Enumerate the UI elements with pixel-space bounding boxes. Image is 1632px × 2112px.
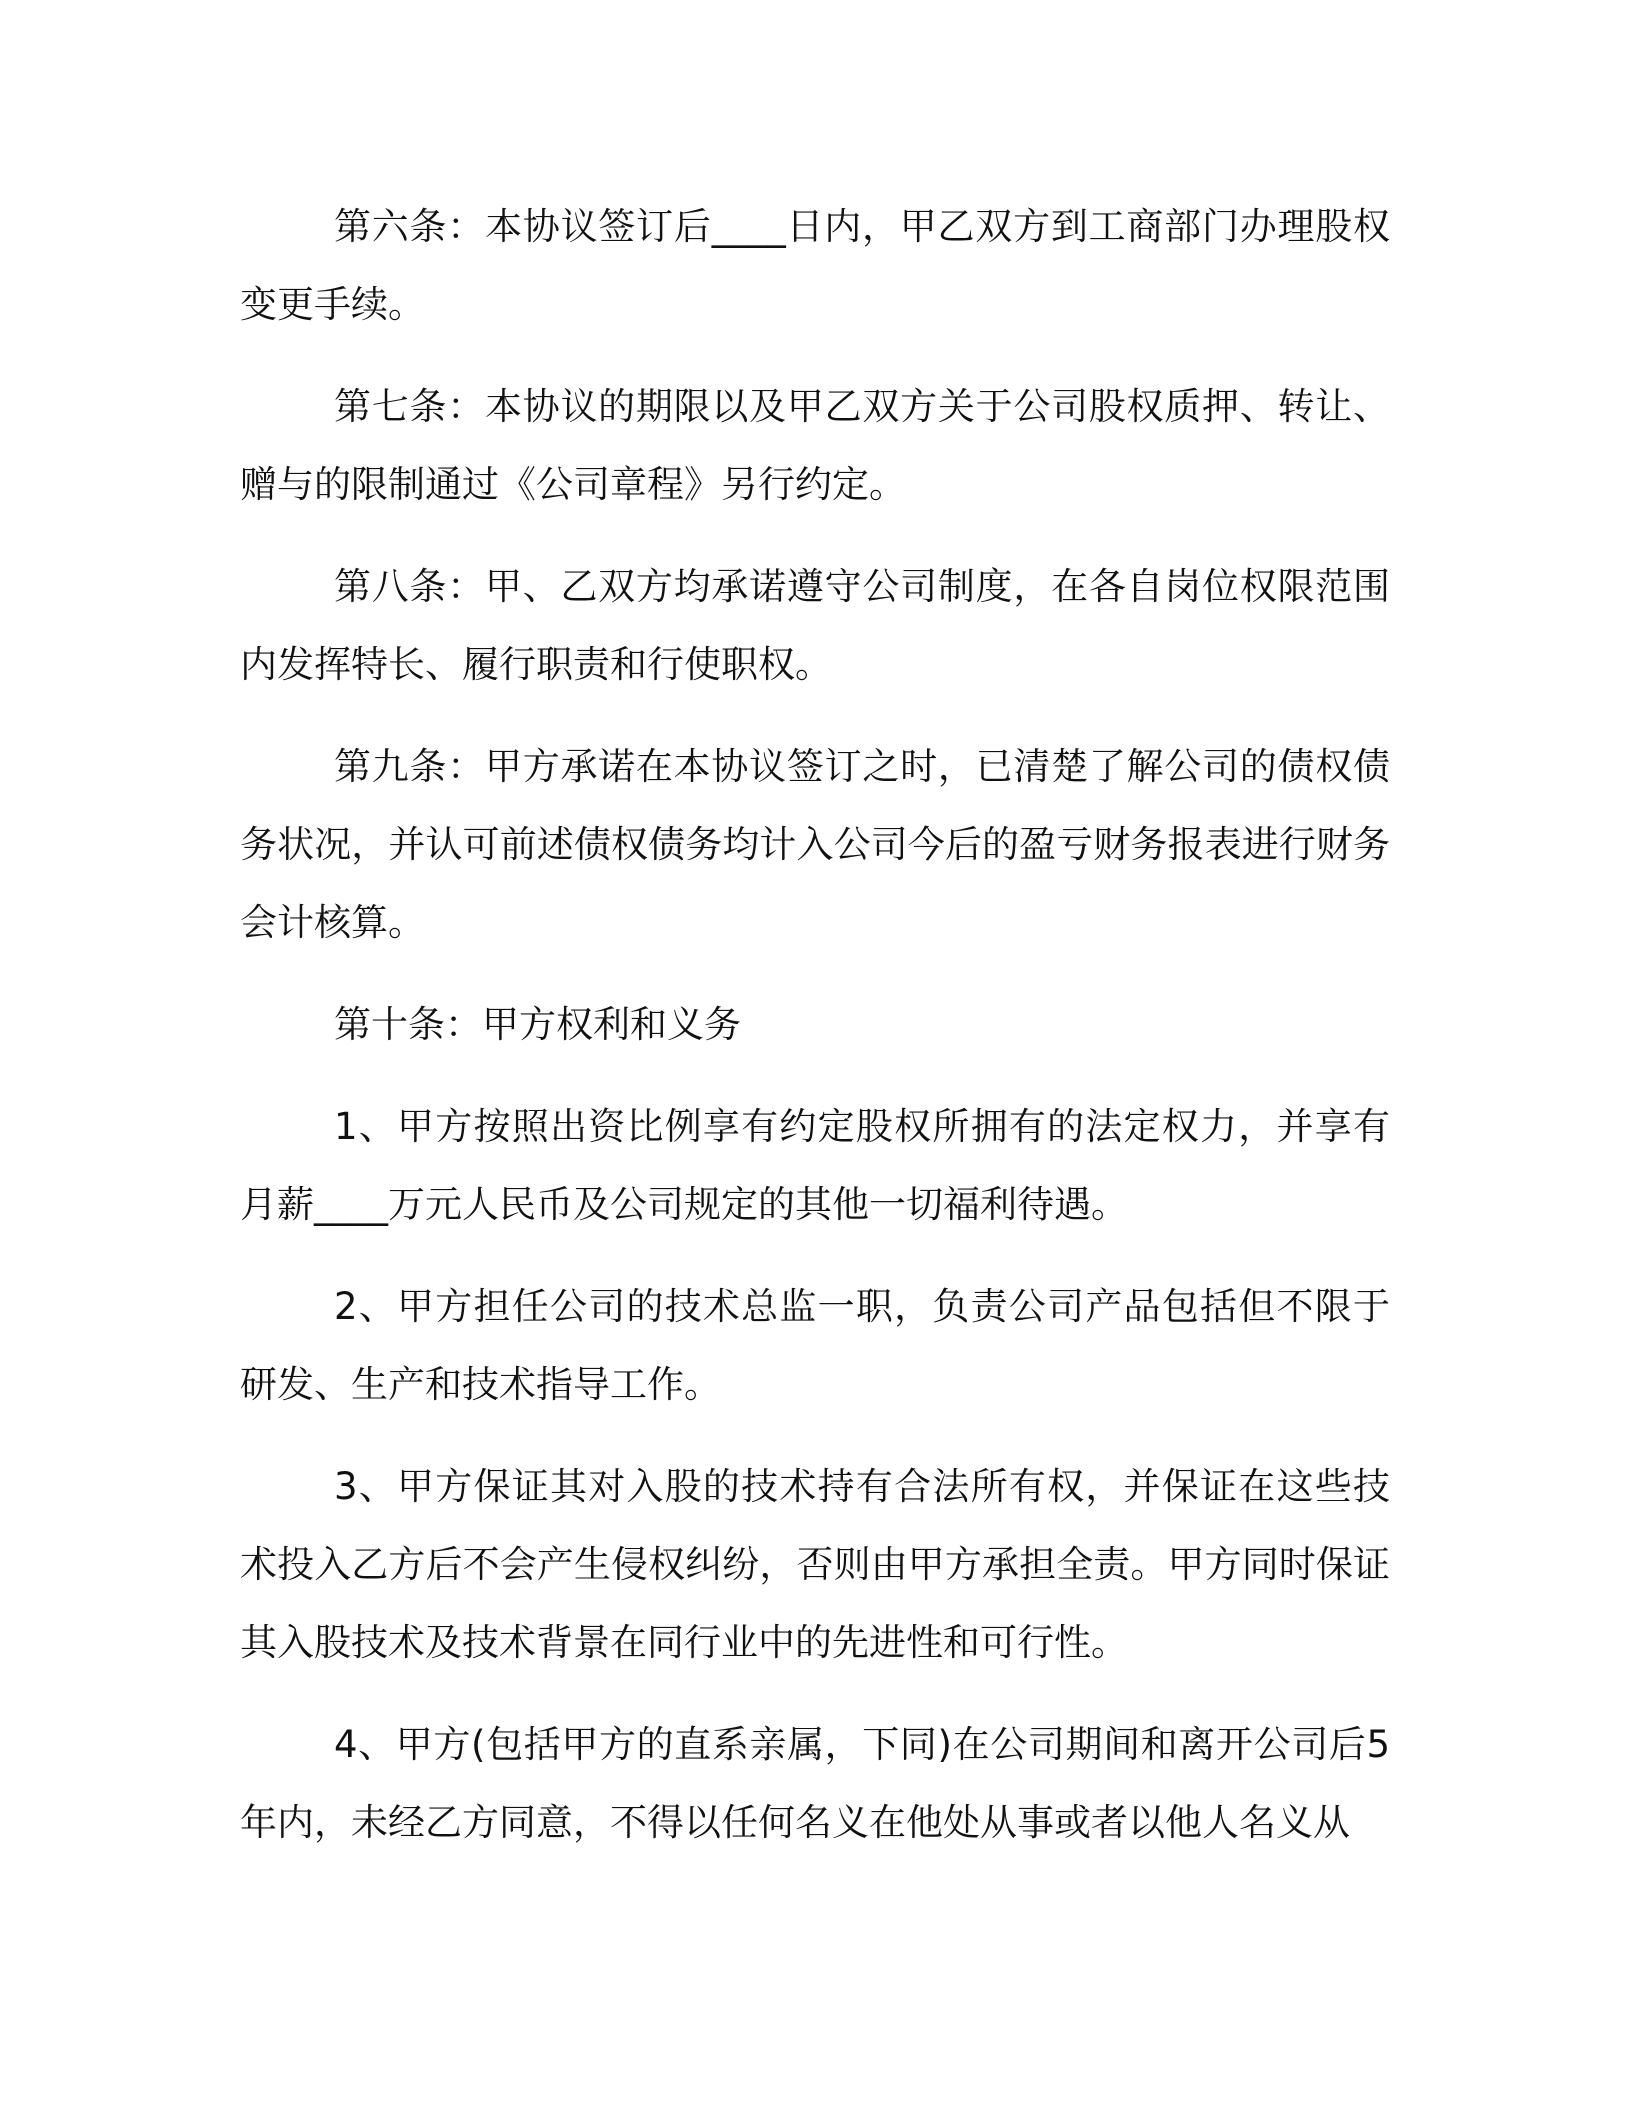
article-9-paragraph: 第九条：甲方承诺在本协议签订之时，已清楚了解公司的债权债务状况，并认可前述债权债务均计入公司今后的盈亏财务报表进行财务会计核算。 (240, 745, 1390, 944)
document-body (240, 188, 1390, 1886)
clause-4-paragraph: 4、甲方(包括甲方的直系亲属，下同)在公司期间和离开公司后5年内，未经乙方同意，不得以任何名义在他处从事或者以他人名义从 (240, 1723, 1390, 1844)
clause-2-paragraph: 2、甲方担任公司的技术总监一职，负责公司产品包括但不限于研发、生产和技术指导工作。 (240, 1285, 1390, 1406)
article-10-heading: 第十条：甲方权利和义务 (334, 1003, 741, 1046)
article-7-paragraph: 第七条：本协议的期限以及甲乙双方关于公司股权质押、转让、赠与的限制通过《公司章程》另行约定。 (240, 385, 1390, 506)
clause-3-paragraph: 3、甲方保证其对入股的技术持有合法所有权，并保证在这些技术投入乙方后不会产生侵权纠纷，否则由甲方承担全责。甲方同时保证其入股技术及技术背景在同行业中的先进性和可行性。 (240, 1465, 1390, 1664)
article-6-paragraph: 第六条：本协议签订后____日内，甲乙双方到工商部门办理股权变更手续。 (240, 205, 1390, 326)
clause-1-paragraph: 1、甲方按照出资比例享有约定股权所拥有的法定权力，并享有月薪____万元人民币及公司规定的其他一切福利待遇。 (240, 1105, 1390, 1226)
article-8-paragraph: 第八条：甲、乙双方均承诺遵守公司制度，在各自岗位权限范围内发挥特长、履行职责和行使职权。 (240, 565, 1390, 686)
